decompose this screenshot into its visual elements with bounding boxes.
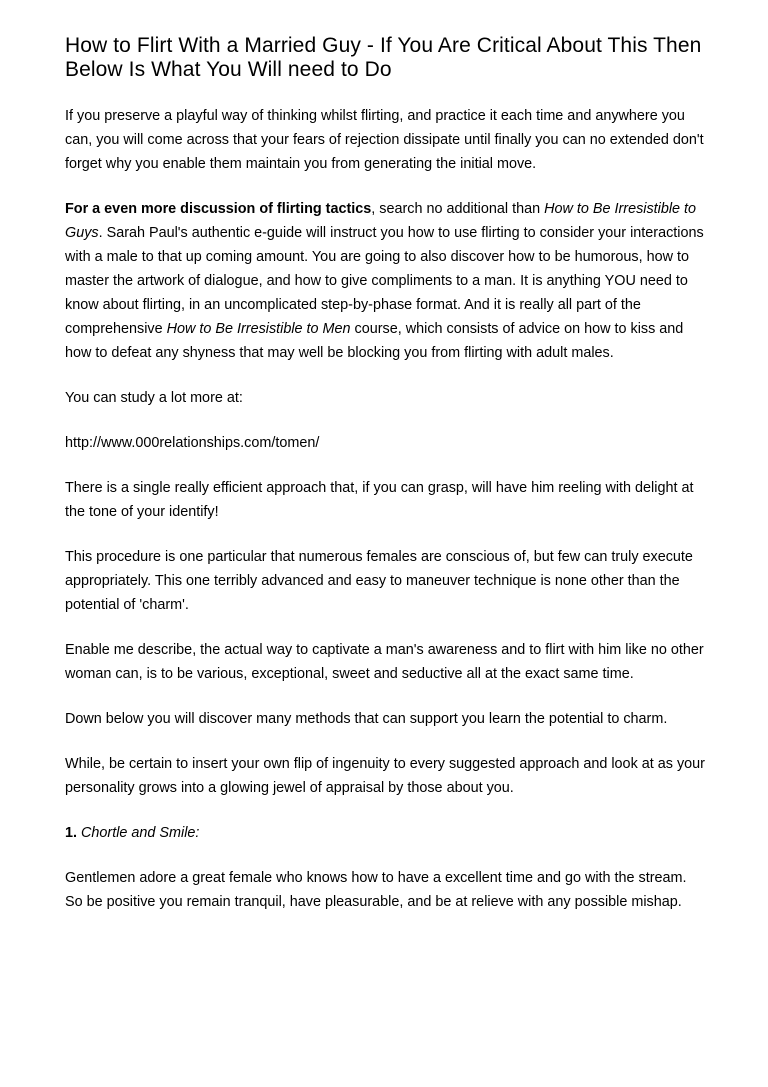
- section-heading-1: [65, 821, 708, 845]
- section-heading-text: Chortle and Smile:: [81, 825, 200, 841]
- paragraph-gentlemen: Gentlemen adore a great female who knows how to have a excellent time and go with the stream. So be positive you remain tranquil, have pleasurable, and be at relieve with any possible mishap.: [65, 870, 687, 910]
- book-title-italic: How to Be Irresistible to Guys: [65, 201, 697, 241]
- paragraph-describe: Enable me describe, the actual way to captivate a man's awareness and to flirt with him like no other woman can, is to be various, exceptional, sweet and seductive all at the exact same time.: [65, 642, 704, 682]
- paragraph-study-more: You can study a lot more at:: [65, 390, 243, 406]
- paragraph-procedure: This procedure is one particular that numerous females are conscious of, but few can truly execute appropriately. This one terribly advanced and easy to maneuver technique is none other than the potential of 'charm'.: [65, 549, 693, 613]
- section-number: 1.: [65, 825, 78, 841]
- text-segment: . Sarah Paul's authentic e-guide will instruct you how to use flirting to consider your interactions with a male to that up coming amount. You are going to also discover how to be humorous, how to master the artwork of dialogue, and how to give compliments to a man. It is anything YOU need to know about flirting, in an uncomplicated step-by-phase format. And it is really all part of the comprehensive: [65, 225, 704, 337]
- paragraph-approach: There is a single really efficient approach that, if you can grasp, will have him reeling with delight at the tone of your identify!: [65, 480, 694, 520]
- page-title: How to Flirt With a Married Guy - If You Are Critical About This Then Below Is What You Will need to Do: [65, 34, 702, 81]
- course-title-italic: How to Be Irresistible to Men: [166, 321, 351, 337]
- paragraph-ingenuity: While, be certain to insert your own flip of ingenuity to every suggested approach and look at as your personality grows into a glowing jewel of appraisal by those about you.: [65, 756, 705, 796]
- bold-lead: For a even more discussion of flirting tactics: [65, 201, 372, 217]
- text-segment: , search no additional than: [371, 201, 545, 217]
- paragraph-intro: If you preserve a playful way of thinking whilst flirting, and practice it each time and anywhere you can, you will come across that your fears of rejection dissipate until finally you can no extended don't forget why you enable them maintain you from generating the initial move.: [65, 108, 704, 172]
- text-segment: course, which consists of advice on how to kiss and how to defeat any shyness that may well be blocking you from flirting with adult males.: [65, 321, 684, 361]
- paragraph-methods: Down below you will discover many methods that can support you learn the potential to charm.: [65, 711, 668, 727]
- paragraph-url: http://www.000relationships.com/tomen/: [65, 435, 320, 451]
- paragraph-discussion: [65, 197, 708, 365]
